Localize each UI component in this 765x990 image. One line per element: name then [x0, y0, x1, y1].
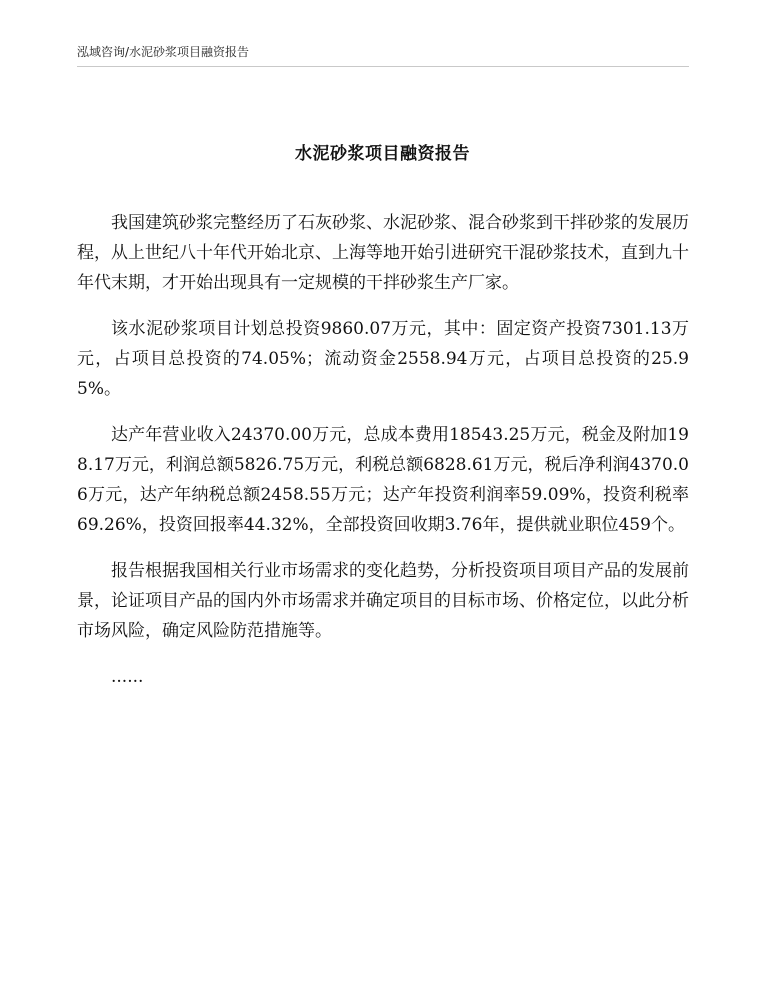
paragraph-financials: 达产年营业收入24370.00万元，总成本费用18543.25万元，税金及附加198.17万元，利润总额5826.75万元，利税总额6828.61万元，税后净利润4370.06万元，达产年纳税总额2458.55万元；达产年投资利润率59.09%，投资利税率69.26%，投资回报率44.32%，全部投资回收期3.76年，提供就业职位459个。 — [77, 425, 689, 535]
document-title: 水泥砂浆项目融资报告 — [295, 144, 470, 164]
document-body — [77, 208, 689, 692]
paragraph-market-analysis: 报告根据我国相关行业市场需求的变化趋势，分析投资项目项目产品的发展前景，论证项目产品的国内外市场需求并确定项目的目标市场、价格定位，以此分析市场风险，确定风险防范措施等。 — [77, 561, 689, 641]
paragraph-investment: 该水泥砂浆项目计划总投资9860.07万元，其中：固定资产投资7301.13万元，占项目总投资的74.05%；流动资金2558.94万元，占项目总投资的25.95%。 — [77, 319, 689, 399]
header-divider — [77, 66, 689, 67]
ellipsis-continuation: ...... — [111, 667, 144, 687]
page-header-breadcrumb: 泓域咨询/水泥砂浆项目融资报告 — [77, 45, 250, 59]
paragraph-history: 我国建筑砂浆完整经历了石灰砂浆、水泥砂浆、混合砂浆到干拌砂浆的发展历程，从上世纪八十年代开始北京、上海等地开始引进研究干混砂浆技术，直到九十年代末期，才开始出现具有一定规模的干拌砂浆生产厂家。 — [77, 213, 689, 293]
